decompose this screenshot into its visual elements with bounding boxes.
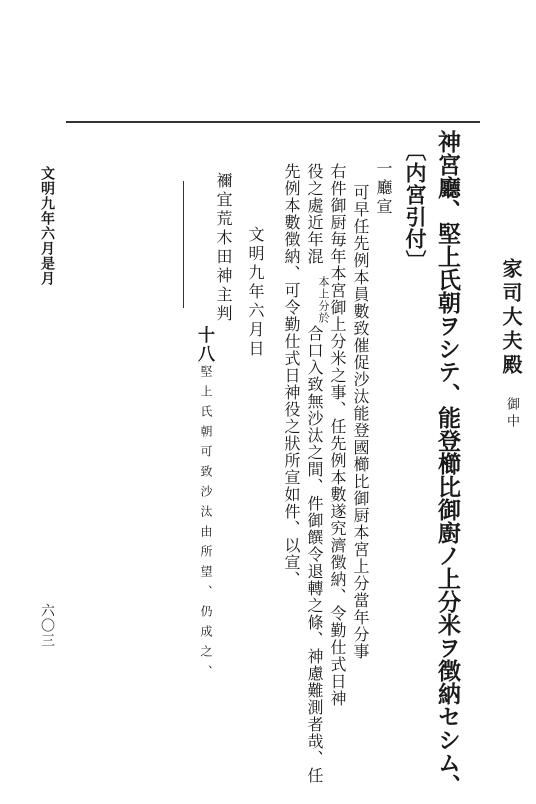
body-line-3b: 合口入致無沙汰之間、件御饌令退轉之條、神慮難測者哉、任 <box>305 325 324 784</box>
body-line-1: 可早任先例本員數致催促沙汰能登國櫛比御厨本宮上分當年分事 <box>351 184 370 660</box>
body-line-3a: 役之處近年混 <box>305 163 324 265</box>
document-head: 一廳宣 <box>374 160 393 217</box>
body-line-2: 右件御厨毎年本宮御上分米之事、任先例本數遂究濟徴納、令勤仕式日神 <box>328 163 347 707</box>
margin-rule <box>183 181 184 308</box>
document-date: 文明九年六月日 <box>246 226 265 359</box>
addressee-suffix: 御中 <box>504 396 519 431</box>
running-head: 文明九年六月是月 <box>39 166 55 286</box>
top-rule <box>66 121 480 123</box>
addressee-name: 家司大夫殿 <box>499 258 523 378</box>
body-line-4: 先例本數徴納、可令勤仕式日神役之狀所宣如件、以宣、 <box>282 163 301 588</box>
page-title: 神宮廳、堅上氏朝ヲシテ、能登櫛比御廚ノ上分米ヲ徴納セシム、 <box>434 130 461 797</box>
source-bracket: 〔内宮引付〕 <box>403 140 428 272</box>
appended-note: 堅上氏朝可致沙汰由所望、仍成之、 <box>199 365 213 685</box>
addressee <box>501 258 521 431</box>
signer: 禰宜荒木田神主判 <box>214 172 233 324</box>
entry-number: 十八 <box>194 326 214 364</box>
interlinear-note: 本上分於 <box>317 276 330 324</box>
page-number: 六〇三 <box>39 603 55 648</box>
